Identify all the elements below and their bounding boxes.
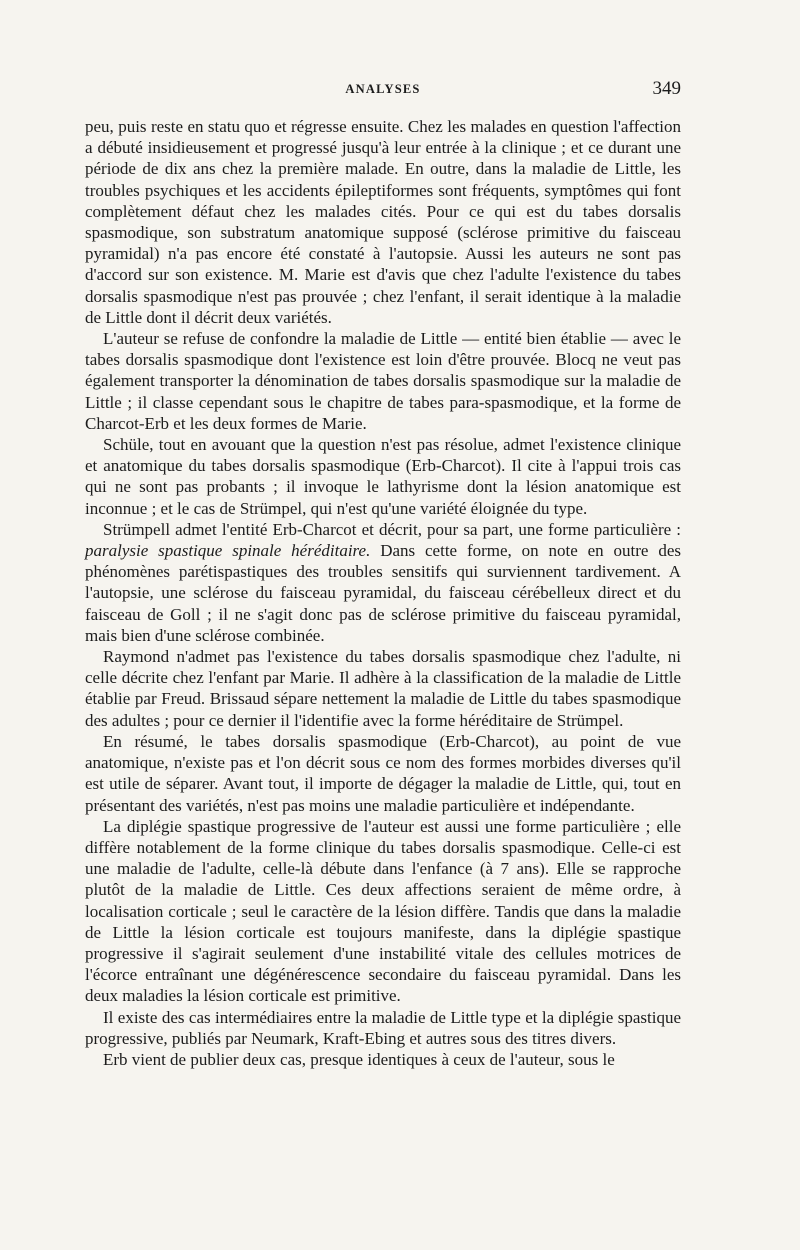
paragraph-continued: peu, puis reste en statu quo et régresse ensuite. Chez les malades en question l'affection a débuté insidieusement et progressé jusqu'à leur entrée à la clinique ; et ce durant une période de dix ans chez la première malade. En outre, dans la maladie de Little, les troubles psychiques et les accidents épileptiformes sont fréquents, symptômes qui font complètement défaut chez les malades cités. Pour ce qui est du tabes dorsalis spasmodique, son substratum anatomique supposé (sclérose primitive du faisceau pyramidal) n'a pas encore été constaté à l'autopsie. Aussi les auteurs ne sont pas d'accord sur son existence. M. Marie est d'avis que chez l'adulte l'existence du tabes dorsalis spasmodique n'est pas prouvée ; chez l'enfant, il serait identique à la maladie de Little dont il décrit deux variétés. <box>85 117 681 327</box>
paragraph: Il existe des cas intermédiaires entre la maladie de Little type et la diplégie spastique progressive, publiés par Neumark, Kraft-Ebing et autres sous des titres divers. <box>85 1007 681 1048</box>
paragraph-with-italic <box>85 519 681 646</box>
paragraph-text: Strümpell admet l'entité Erb-Charcot et décrit, pour sa part, une forme particulière : <box>103 519 681 539</box>
page-number: 349 <box>652 78 681 99</box>
paragraph-last: Erb vient de publier deux cas, presque identiques à ceux de l'auteur, sous le <box>103 1049 615 1069</box>
paragraph: La diplégie spastique progressive de l'auteur est aussi une forme particulière ; elle diffère notablement de la forme clinique du tabes dorsalis spasmodique. Celle-ci est une maladie de l'adulte, celle-là débute dans l'enfance (à 7 ans). Elle se rapproche plutôt de la maladie de Little. Ces deux affections seraient de même ordre, à localisation corticale ; seul le caractère de la lésion diffère. Tandis que dans la maladie de Little la lésion corticale est toujours manifeste, dans la diplégie spastique progressive il s'agirait seulement d'une instabilité vitale des cellules motrices de l'écorce entraînant une dégénérescence secondaire du faisceau pyramidal. Dans les deux maladies la lésion corticale est primitive. <box>85 816 681 1006</box>
paragraph: Raymond n'admet pas l'existence du tabes dorsalis spasmodique chez l'adulte, ni celle décrite chez l'enfant par Marie. Il adhère à la classification de la maladie de Little établie par Freud. Brissaud sépare nettement la maladie de Little du tabes spasmodique des adultes ; pour ce dernier il l'identifie avec la forme héréditaire de Strümpel. <box>85 647 681 730</box>
running-title: ANALYSES <box>345 82 421 96</box>
paragraph: En résumé, le tabes dorsalis spasmodique (Erb-Charcot), au point de vue anatomique, n'existe pas et l'on décrit sous ce nom des formes morbides diverses qu'il est utile de séparer. Avant tout, il importe de dégager la maladie de Little, qui, tout en présentant des variétés, n'est pas moins une maladie particulière et indépendante. <box>85 731 681 815</box>
paragraph-text: Dans cette forme, on note en outre des phénomènes parétispastiques des troubles sensitifs qui surviennent tardivement. A l'autopsie, une sclérose du faisceau pyramidal, du faisceau cérébelleux direct et du faisceau de Goll ; il ne s'agit donc pas de sclérose primitive du faisceau pyramidal, mais bien d'une sclérose combinée. <box>85 541 681 645</box>
paragraph: L'auteur se refuse de confondre la maladie de Little — entité bien établie — avec le tabes dorsalis spasmodique dont l'existence est loin d'être prouvée. Blocq ne veut pas également transporter la dénomination de tabes dorsalis spasmodique sur la maladie de Little ; il classe cependant sous le chapitre de tabes para-spasmodique, et la forme de Charcot-Erb et les deux formes de Marie. <box>85 329 681 433</box>
running-header <box>85 78 681 102</box>
paragraph: Schüle, tout en avouant que la question n'est pas résolue, admet l'existence clinique et anatomique du tabes dorsalis spasmodique (Erb-Charcot). Il cite à l'appui trois cas qui ne sont pas probants ; il invoque le lathyrisme dont la lésion anatomique est inconnue ; et le cas de Strümpel, qui n'est qu'une variété éloignée du type. <box>85 435 681 518</box>
italic-disease-name: paralysie spastique spinale héréditaire. <box>85 541 371 561</box>
body-text <box>85 116 681 1070</box>
